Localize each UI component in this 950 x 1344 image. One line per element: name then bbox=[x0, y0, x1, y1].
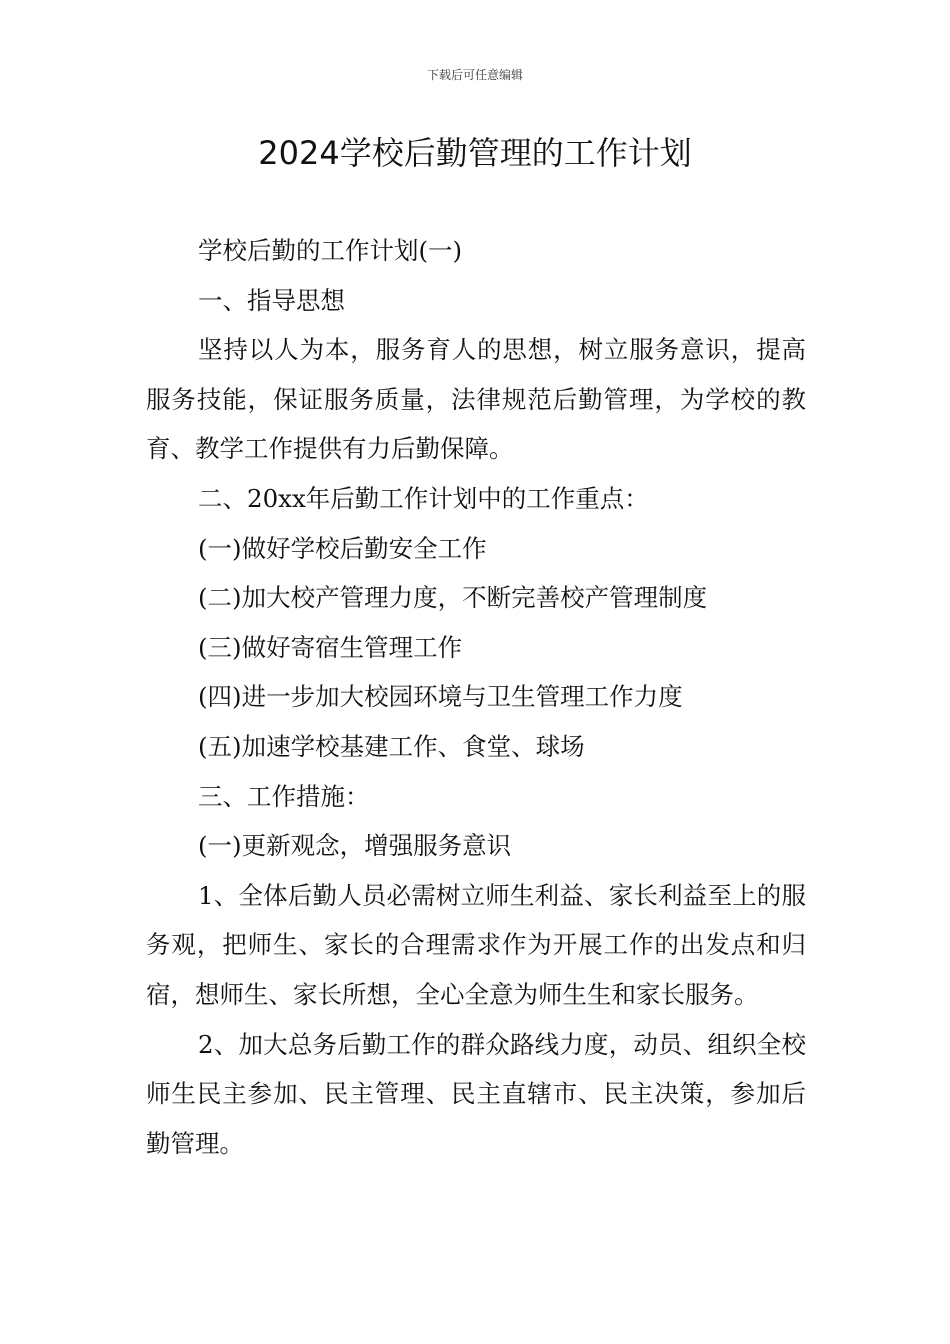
paragraph-section-1-heading: 一、指导思想 bbox=[198, 285, 345, 315]
paragraph-focus-2: (二)加大校产管理力度，不断完善校产管理制度 bbox=[198, 583, 708, 613]
paragraph-section-3-heading: 三、工作措施： bbox=[198, 781, 370, 811]
paragraph-guiding-principle: 坚持以人为本，服务育人的思想，树立服务意识，提高服务技能，保证服务质量，法律规范后勤管理，为学校的教育、教学工作提供有力后勤保障。 bbox=[146, 335, 806, 464]
header-note: 下载后可任意编辑 bbox=[426, 68, 523, 82]
paragraph-focus-1: (一)做好学校后勤安全工作 bbox=[198, 533, 487, 563]
paragraph-focus-4: (四)进一步加大校园环境与卫生管理工作力度 bbox=[198, 682, 683, 712]
paragraph-focus-5: (五)加速学校基建工作、食堂、球场 bbox=[198, 731, 585, 761]
paragraph-plan-heading: 学校后勤的工作计划(一) bbox=[198, 236, 463, 265]
paragraph-measure-item-1: 1、全体后勤人员必需树立师生利益、家长利益至上的服务观，把师生、家长的合理需求作为开展工作的出发点和归宿，想师生、家长所想，全心全意为师生生和家长服务。 bbox=[146, 880, 806, 1009]
paragraph-section-2-heading: 二、20xx年后勤工作计划中的工作重点： bbox=[198, 483, 649, 513]
page-title: 2024学校后勤管理的工作计划 bbox=[258, 134, 692, 172]
paragraph-focus-3: (三)做好寄宿生管理工作 bbox=[198, 632, 463, 662]
paragraph-measure-1-heading: (一)更新观念，增强服务意识 bbox=[198, 831, 512, 861]
paragraph-measure-item-2: 2、加大总务后勤工作的群众路线力度，动员、组织全校师生民主参加、民主管理、民主直辖市、民主决策，参加后勤管理。 bbox=[146, 1029, 806, 1158]
document-body bbox=[146, 226, 806, 1168]
